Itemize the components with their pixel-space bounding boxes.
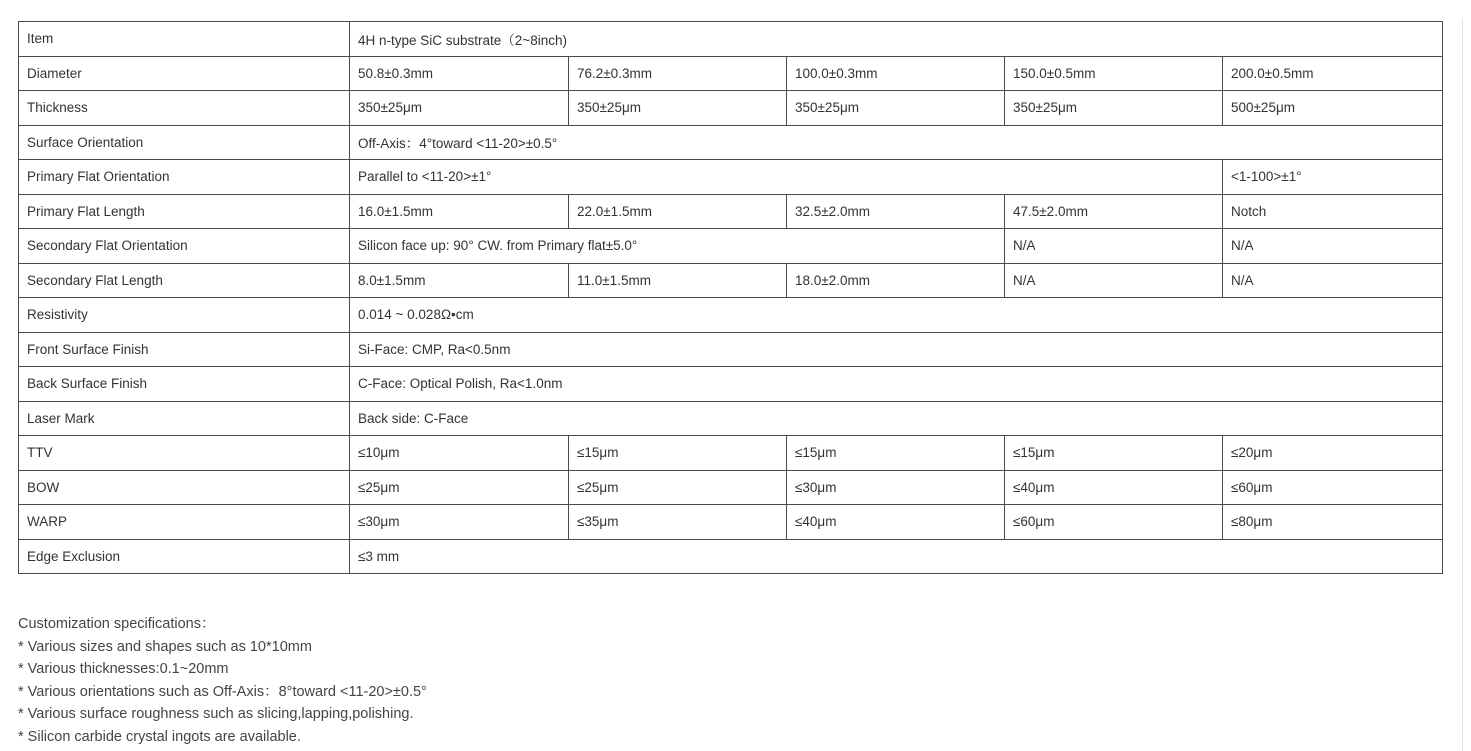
spec-table	[18, 21, 1443, 574]
table-row	[19, 160, 1443, 195]
table-cell: ≤40μm	[1005, 470, 1223, 505]
table-cell: Silicon face up: 90° CW. from Primary flat±5.0°	[350, 229, 1005, 264]
table-cell: <1-100>±1°	[1223, 160, 1443, 195]
notes-list	[18, 636, 427, 749]
notes-title: Customization specifications：	[18, 616, 216, 632]
table-cell: ≤15μm	[1005, 436, 1223, 471]
table-cell: ≤20μm	[1223, 436, 1443, 471]
table-cell: ≤3 mm	[350, 539, 1443, 574]
table-cell: Back side: C-Face	[350, 401, 1443, 436]
table-cell: ≤35μm	[569, 505, 787, 540]
note-item: * Various sizes and shapes such as 10*10mm	[18, 638, 312, 655]
table-row	[19, 505, 1443, 540]
table-cell: Notch	[1223, 194, 1443, 229]
table-row	[19, 22, 1443, 57]
row-label: WARP	[19, 505, 350, 540]
table-row	[19, 539, 1443, 574]
table-cell: 22.0±1.5mm	[569, 194, 787, 229]
note-item: * Various surface roughness such as slicing,lapping,polishing.	[18, 706, 414, 723]
table-cell: ≤25μm	[350, 470, 569, 505]
table-cell: ≤15μm	[787, 436, 1005, 471]
row-label: Edge Exclusion	[19, 539, 350, 574]
table-cell: N/A	[1005, 229, 1223, 264]
table-cell: 350±25μm	[569, 91, 787, 126]
table-cell: N/A	[1223, 229, 1443, 264]
table-row	[19, 401, 1443, 436]
row-label: Back Surface Finish	[19, 367, 350, 402]
table-row	[19, 332, 1443, 367]
table-row	[19, 229, 1443, 264]
row-label: Surface Orientation	[19, 125, 350, 160]
table-cell: Off-Axis：4°toward <11-20>±0.5°	[350, 125, 1443, 160]
table-row	[19, 91, 1443, 126]
table-cell: 350±25μm	[1005, 91, 1223, 126]
table-cell: 8.0±1.5mm	[350, 263, 569, 298]
customization-notes	[18, 613, 427, 749]
table-cell: 50.8±0.3mm	[350, 56, 569, 91]
table-cell: ≤60μm	[1223, 470, 1443, 505]
row-label: BOW	[19, 470, 350, 505]
row-label: Secondary Flat Length	[19, 263, 350, 298]
table-cell: 47.5±2.0mm	[1005, 194, 1223, 229]
table-cell: 500±25μm	[1223, 91, 1443, 126]
row-label: Secondary Flat Orientation	[19, 229, 350, 264]
note-item: * Various thicknesses:0.1~20mm	[18, 661, 229, 678]
table-row	[19, 125, 1443, 160]
table-cell: 100.0±0.3mm	[787, 56, 1005, 91]
table-cell: ≤80μm	[1223, 505, 1443, 540]
table-cell: 76.2±0.3mm	[569, 56, 787, 91]
note-item: * Various orientations such as Off-Axis：8°toward <11-20>±0.5°	[18, 683, 427, 700]
table-row	[19, 263, 1443, 298]
row-label: TTV	[19, 436, 350, 471]
row-label: Laser Mark	[19, 401, 350, 436]
table-cell: ≤10μm	[350, 436, 569, 471]
row-label: Diameter	[19, 56, 350, 91]
row-label: Item	[19, 22, 350, 57]
table-row	[19, 470, 1443, 505]
table-cell: 18.0±2.0mm	[787, 263, 1005, 298]
table-cell: ≤60μm	[1005, 505, 1223, 540]
table-cell: 16.0±1.5mm	[350, 194, 569, 229]
row-label: Front Surface Finish	[19, 332, 350, 367]
table-cell: Parallel to <11-20>±1°	[350, 160, 1223, 195]
row-label: Resistivity	[19, 298, 350, 333]
table-cell: Si-Face: CMP, Ra<0.5nm	[350, 332, 1443, 367]
spec-table-body	[19, 22, 1443, 574]
table-cell: 0.014 ~ 0.028Ω•cm	[350, 298, 1443, 333]
table-row	[19, 436, 1443, 471]
row-label: Primary Flat Length	[19, 194, 350, 229]
table-cell: 4H n-type SiC substrate（2~8inch)	[350, 22, 1443, 57]
table-cell: N/A	[1005, 263, 1223, 298]
table-cell: ≤40μm	[787, 505, 1005, 540]
table-cell: N/A	[1223, 263, 1443, 298]
table-cell: 11.0±1.5mm	[569, 263, 787, 298]
table-cell: ≤30μm	[787, 470, 1005, 505]
table-row	[19, 367, 1443, 402]
table-row	[19, 56, 1443, 91]
table-cell: ≤15μm	[569, 436, 787, 471]
table-cell: 200.0±0.5mm	[1223, 56, 1443, 91]
table-cell: C-Face: Optical Polish, Ra<1.0nm	[350, 367, 1443, 402]
table-cell: ≤25μm	[569, 470, 787, 505]
scroll-divider	[1462, 18, 1463, 751]
table-cell: 350±25μm	[787, 91, 1005, 126]
table-row	[19, 298, 1443, 333]
table-cell: 32.5±2.0mm	[787, 194, 1005, 229]
row-label: Primary Flat Orientation	[19, 160, 350, 195]
table-cell: ≤30μm	[350, 505, 569, 540]
table-row	[19, 194, 1443, 229]
row-label: Thickness	[19, 91, 350, 126]
note-item: * Silicon carbide crystal ingots are available.	[18, 728, 301, 745]
table-cell: 350±25μm	[350, 91, 569, 126]
table-cell: 150.0±0.5mm	[1005, 56, 1223, 91]
